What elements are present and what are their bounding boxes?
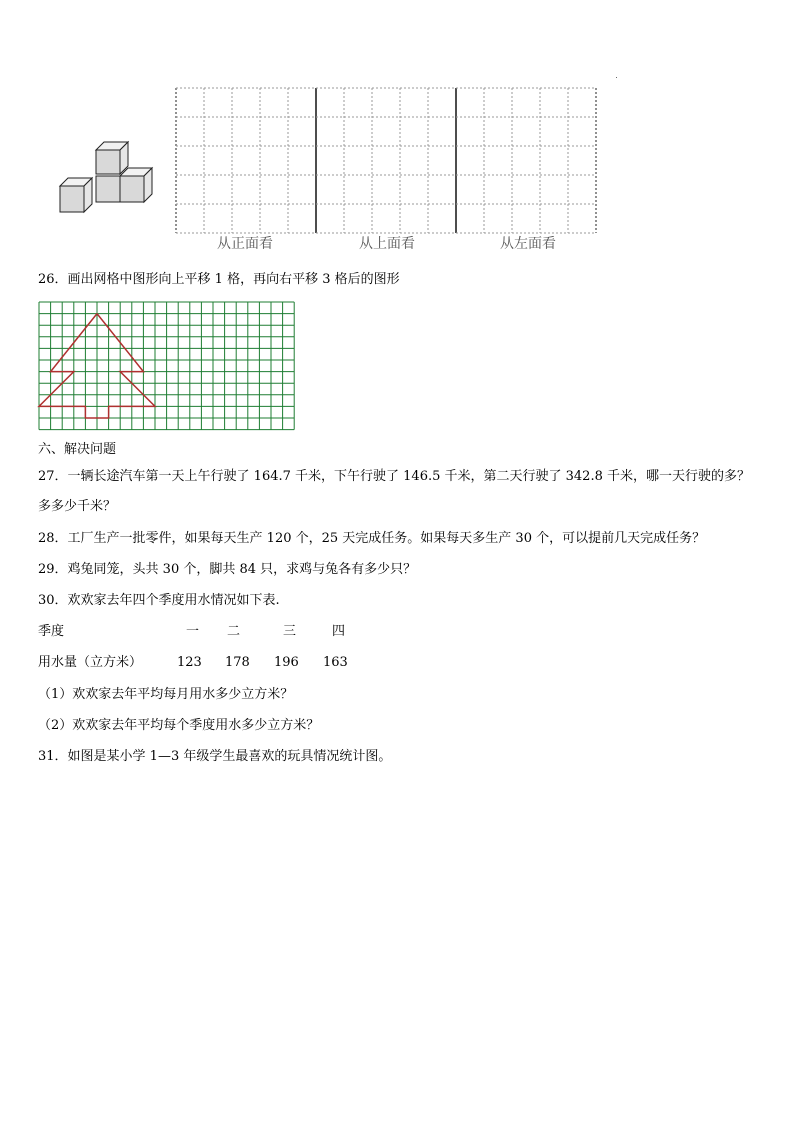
question-26: 26．画出网格中图形向上平移 1 格，再向右平移 3 格后的图形 [38, 272, 400, 287]
table-usage-1: 123 [177, 655, 202, 670]
translation-grid [38, 301, 300, 435]
table-usage-3: 196 [274, 655, 299, 670]
question-30-sub1: （1）欢欢家去年平均每月用水多少立方米？ [38, 687, 294, 702]
table-quarter-2: 二 [227, 624, 241, 639]
stray-dot [616, 77, 617, 78]
table-usage-2: 178 [225, 655, 250, 670]
question-29: 29．鸡兔同笼，头共 30 个，脚共 84 只，求鸡与兔各有多少只？ [38, 562, 417, 577]
table-row2-label: 用水量（立方米） [38, 655, 143, 670]
table-quarter-4: 四 [332, 624, 346, 639]
section-heading: 六、解决问题 [38, 442, 117, 457]
question-27-line1: 27．一辆长途汽车第一天上午行驶了 164.7 千米，下午行驶了 146.5 千米，第二天行驶了 342.8 千米，哪一天行驶的多？ [38, 469, 750, 484]
table-row1-label: 季度 [38, 624, 65, 639]
question-31: 31．如图是某小学 1—3 年级学生最喜欢的玩具情况统计图。 [38, 749, 392, 764]
cube-stack-figure [58, 140, 168, 220]
question-28: 28．工厂生产一批零件，如果每天生产 120 个，25 天完成任务。如果每天多生产 30 个，可以提前几天完成任务？ [38, 531, 706, 546]
question-27-line2: 多多少千米？ [38, 499, 117, 514]
view-label-left: 从左面看 [500, 236, 556, 252]
view-label-top: 从上面看 [359, 236, 415, 252]
table-quarter-1: 一 [186, 624, 200, 639]
view-label-front: 从正面看 [217, 236, 273, 252]
table-usage-4: 163 [323, 655, 348, 670]
table-quarter-3: 三 [283, 624, 297, 639]
question-30-sub2: （2）欢欢家去年平均每个季度用水多少立方米？ [38, 718, 320, 733]
view-grids [175, 87, 599, 207]
question-30: 30．欢欢家去年四个季度用水情况如下表. [38, 593, 280, 608]
